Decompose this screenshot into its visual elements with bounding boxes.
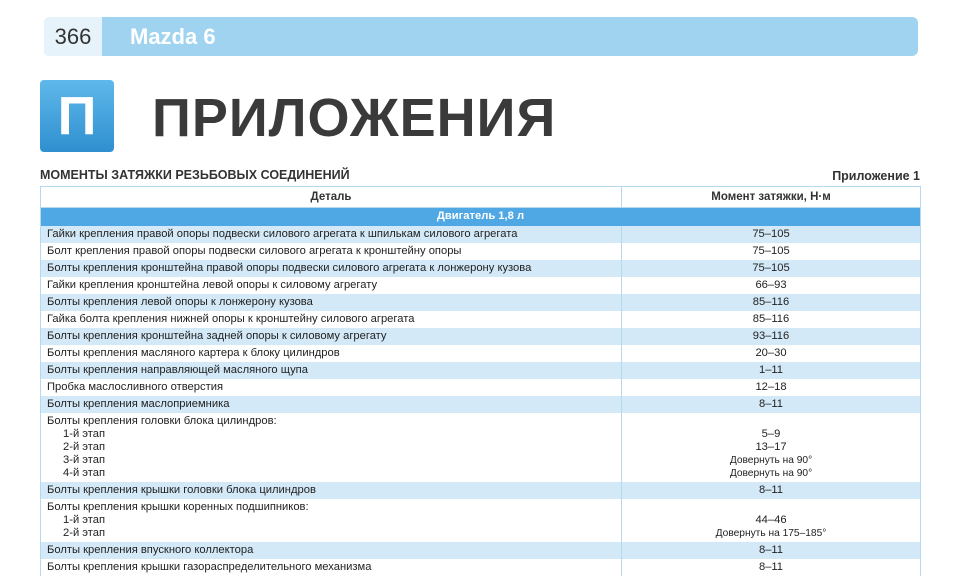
section-row <box>41 208 921 227</box>
stage-label: 1-й этап <box>63 428 106 440</box>
book-title: Mazda 6 <box>130 24 216 49</box>
part-cell: Болты крепления крышки газораспределительного механизма <box>41 559 622 576</box>
table-row <box>41 311 921 328</box>
stage-label: 1-й этап <box>63 514 106 526</box>
torque-cell: 12–18 <box>622 379 921 396</box>
column-header-part: Деталь <box>41 187 622 208</box>
table-row <box>41 559 921 576</box>
stage-torque: 13–17 <box>755 441 787 453</box>
torque-cell: 93–116 <box>622 328 921 345</box>
torque-cell: 20–30 <box>622 345 921 362</box>
torque-cell: 75–105 <box>622 243 921 260</box>
table-row <box>41 226 921 243</box>
table-row <box>41 260 921 277</box>
torque-cell <box>622 413 921 482</box>
part-label: Болты крепления головки блока цилиндров: <box>47 415 277 427</box>
column-header-torque: Момент затяжки, Н·м <box>622 187 921 208</box>
torque-cell: 75–105 <box>622 226 921 243</box>
table-row-head-bolts <box>41 413 921 482</box>
table-row <box>41 542 921 559</box>
table-row <box>41 243 921 260</box>
table-header-row <box>41 187 921 208</box>
part-cell: Гайки крепления кронштейна левой опоры к силовому агрегату <box>41 277 622 294</box>
appendix-label: Приложение 1 <box>832 169 920 183</box>
stage-torque: Довернуть на 90° <box>729 455 813 466</box>
part-cell: Болт крепления правой опоры подвески силового агрегата к кронштейну опоры <box>41 243 622 260</box>
stage-torque: Довернуть на 90° <box>729 468 813 479</box>
table-row <box>41 379 921 396</box>
part-cell <box>41 413 622 482</box>
section-row-label: Двигатель 1,8 л <box>41 208 921 227</box>
torque-cell: 1–11 <box>622 362 921 379</box>
table-row <box>41 328 921 345</box>
table-row <box>41 396 921 413</box>
stage-torque: Довернуть на 175–185° <box>715 528 827 539</box>
section-title: ПРИЛОЖЕНИЯ <box>152 88 557 148</box>
part-cell: Болты крепления кронштейна правой опоры подвески силового агрегата к лонжерону кузова <box>41 260 622 277</box>
stage-label: 4-й этап <box>63 467 106 479</box>
part-cell: Гайка болта крепления нижней опоры к кронштейну силового агрегата <box>41 311 622 328</box>
table-row <box>41 294 921 311</box>
stage-torque: 5–9 <box>761 428 781 440</box>
table-row <box>41 277 921 294</box>
stage-label: 2-й этап <box>63 527 106 539</box>
torque-cell: 66–93 <box>622 277 921 294</box>
part-label: Болты крепления крышки коренных подшипников: <box>47 501 309 513</box>
part-cell: Пробка маслосливного отверстия <box>41 379 622 396</box>
stage-label: 2-й этап <box>63 441 106 453</box>
torque-cell <box>622 499 921 542</box>
part-cell: Гайки крепления правой опоры подвески силового агрегата к шпилькам силового агрегата <box>41 226 622 243</box>
torque-cell: 75–105 <box>622 260 921 277</box>
torque-cell: 8–11 <box>622 396 921 413</box>
part-cell: Болты крепления крышки головки блока цилиндров <box>41 482 622 499</box>
part-cell: Болты крепления маслоприемника <box>41 396 622 413</box>
torque-cell: 8–11 <box>622 542 921 559</box>
table-row <box>41 482 921 499</box>
part-cell: Болты крепления масляного картера к блоку цилиндров <box>41 345 622 362</box>
part-cell: Болты крепления впускного коллектора <box>41 542 622 559</box>
part-cell: Болты крепления направляющей масляного щупа <box>41 362 622 379</box>
stage-label: 3-й этап <box>63 454 106 466</box>
torque-cell: 85–116 <box>622 294 921 311</box>
torque-cell: 8–11 <box>622 559 921 576</box>
stage-torque: 44–46 <box>755 514 787 526</box>
torque-table <box>40 186 921 576</box>
page-number: 366 <box>44 17 102 56</box>
table-row <box>41 362 921 379</box>
torque-cell: 8–11 <box>622 482 921 499</box>
torque-cell: 85–116 <box>622 311 921 328</box>
part-cell: Болты крепления кронштейна задней опоры к силовому агрегату <box>41 328 622 345</box>
table-caption: МОМЕНТЫ ЗАТЯЖКИ РЕЗЬБОВЫХ СОЕДИНЕНИЙ <box>40 168 350 182</box>
table-row-main-bearing <box>41 499 921 542</box>
table-row <box>41 345 921 362</box>
part-cell <box>41 499 622 542</box>
section-badge: П <box>40 80 114 152</box>
part-cell: Болты крепления левой опоры к лонжерону кузова <box>41 294 622 311</box>
